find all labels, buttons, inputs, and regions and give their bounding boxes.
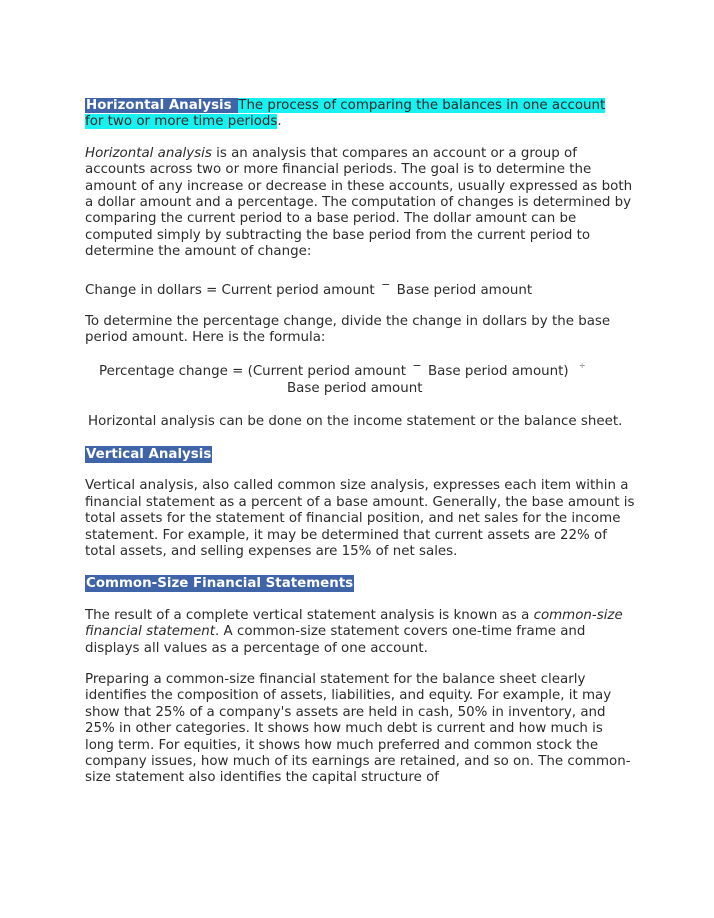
divide-symbol: ÷ (578, 361, 586, 371)
formula-percentage-change (85, 359, 635, 397)
heading-common-size: Common-Size Financial Statements (86, 576, 354, 592)
definition-text-line2: for two or more time periods (85, 114, 278, 130)
horizontal-analysis-text: is an analysis that compares an account or a group of accounts across two or more financial periods. The goal is to determine the amount of any increase or decrease in these accounts, usually expressed as both a dollar amount and a percentage. The computation of changes is determined by comparing the current period to a base period. The dollar amount can be computed simply by subtracting the base period from the current period to determine the amount of change: (85, 145, 633, 260)
vertical-analysis-paragraph: Vertical analysis, also called common size analysis, expresses each item within a financial statement as a percent of a base amount. Generally, the base amount is total assets for the statement of financial position, and net sales for the income statement. For example, it may be determined that current assets are 22% of total assets, and selling expenses are 15% of net sales. (85, 478, 635, 559)
horizontal-analysis-em: Horizontal analysis (85, 145, 212, 161)
common-size-paragraph-1: The result of a complete vertical statement analysis is known as a common-size financial statement. A common-size statement covers one-time frame and displays all values as a percentage of one account. (85, 607, 623, 656)
horizontal-analysis-paragraph (85, 146, 635, 261)
horizontal-closing: Horizontal analysis can be done on the income statement or the balance sheet. (88, 414, 623, 430)
formula-pct-right: Base period amount) (427, 364, 569, 380)
minus-symbol-2: − (412, 359, 422, 373)
formula-change-dollars (85, 277, 635, 299)
percentage-intro: To determine the percentage change, divide the change in dollars by the base period amount. Here is the formula: (85, 313, 611, 346)
formula-pct-left: Percentage change = (Current period amount (99, 364, 406, 380)
heading-vertical-analysis: Vertical Analysis (86, 446, 212, 462)
common-size-em: common-size financial statement (85, 607, 623, 640)
document-page (85, 98, 635, 787)
term-horizontal-analysis: Horizontal Analysis (86, 98, 237, 113)
common-size-paragraph-2: Preparing a common-size financial statement for the balance sheet clearly identifies the composition of assets, liabilities, and equity. For example, it may show that 25% of a company's assets are held in cash, 50% in inventory, and 25% in other categories. It shows how much debt is current and how much is long term. For equities, it shows how much preferred and common stock the company issues, how much of its earnings are retained, and so on. The common-size statement also identifies the capital structure of (85, 671, 631, 786)
formula-dollars-right: Base period amount (396, 282, 533, 298)
definition-text-line1: The process of comparing the balances in one account (238, 98, 606, 113)
formula-pct-denominator: Base period amount (287, 381, 423, 397)
definition-end: . (277, 114, 282, 130)
intro-definition (85, 98, 635, 131)
minus-symbol: − (381, 277, 391, 291)
formula-dollars-left: Change in dollars = Current period amount (85, 282, 375, 298)
